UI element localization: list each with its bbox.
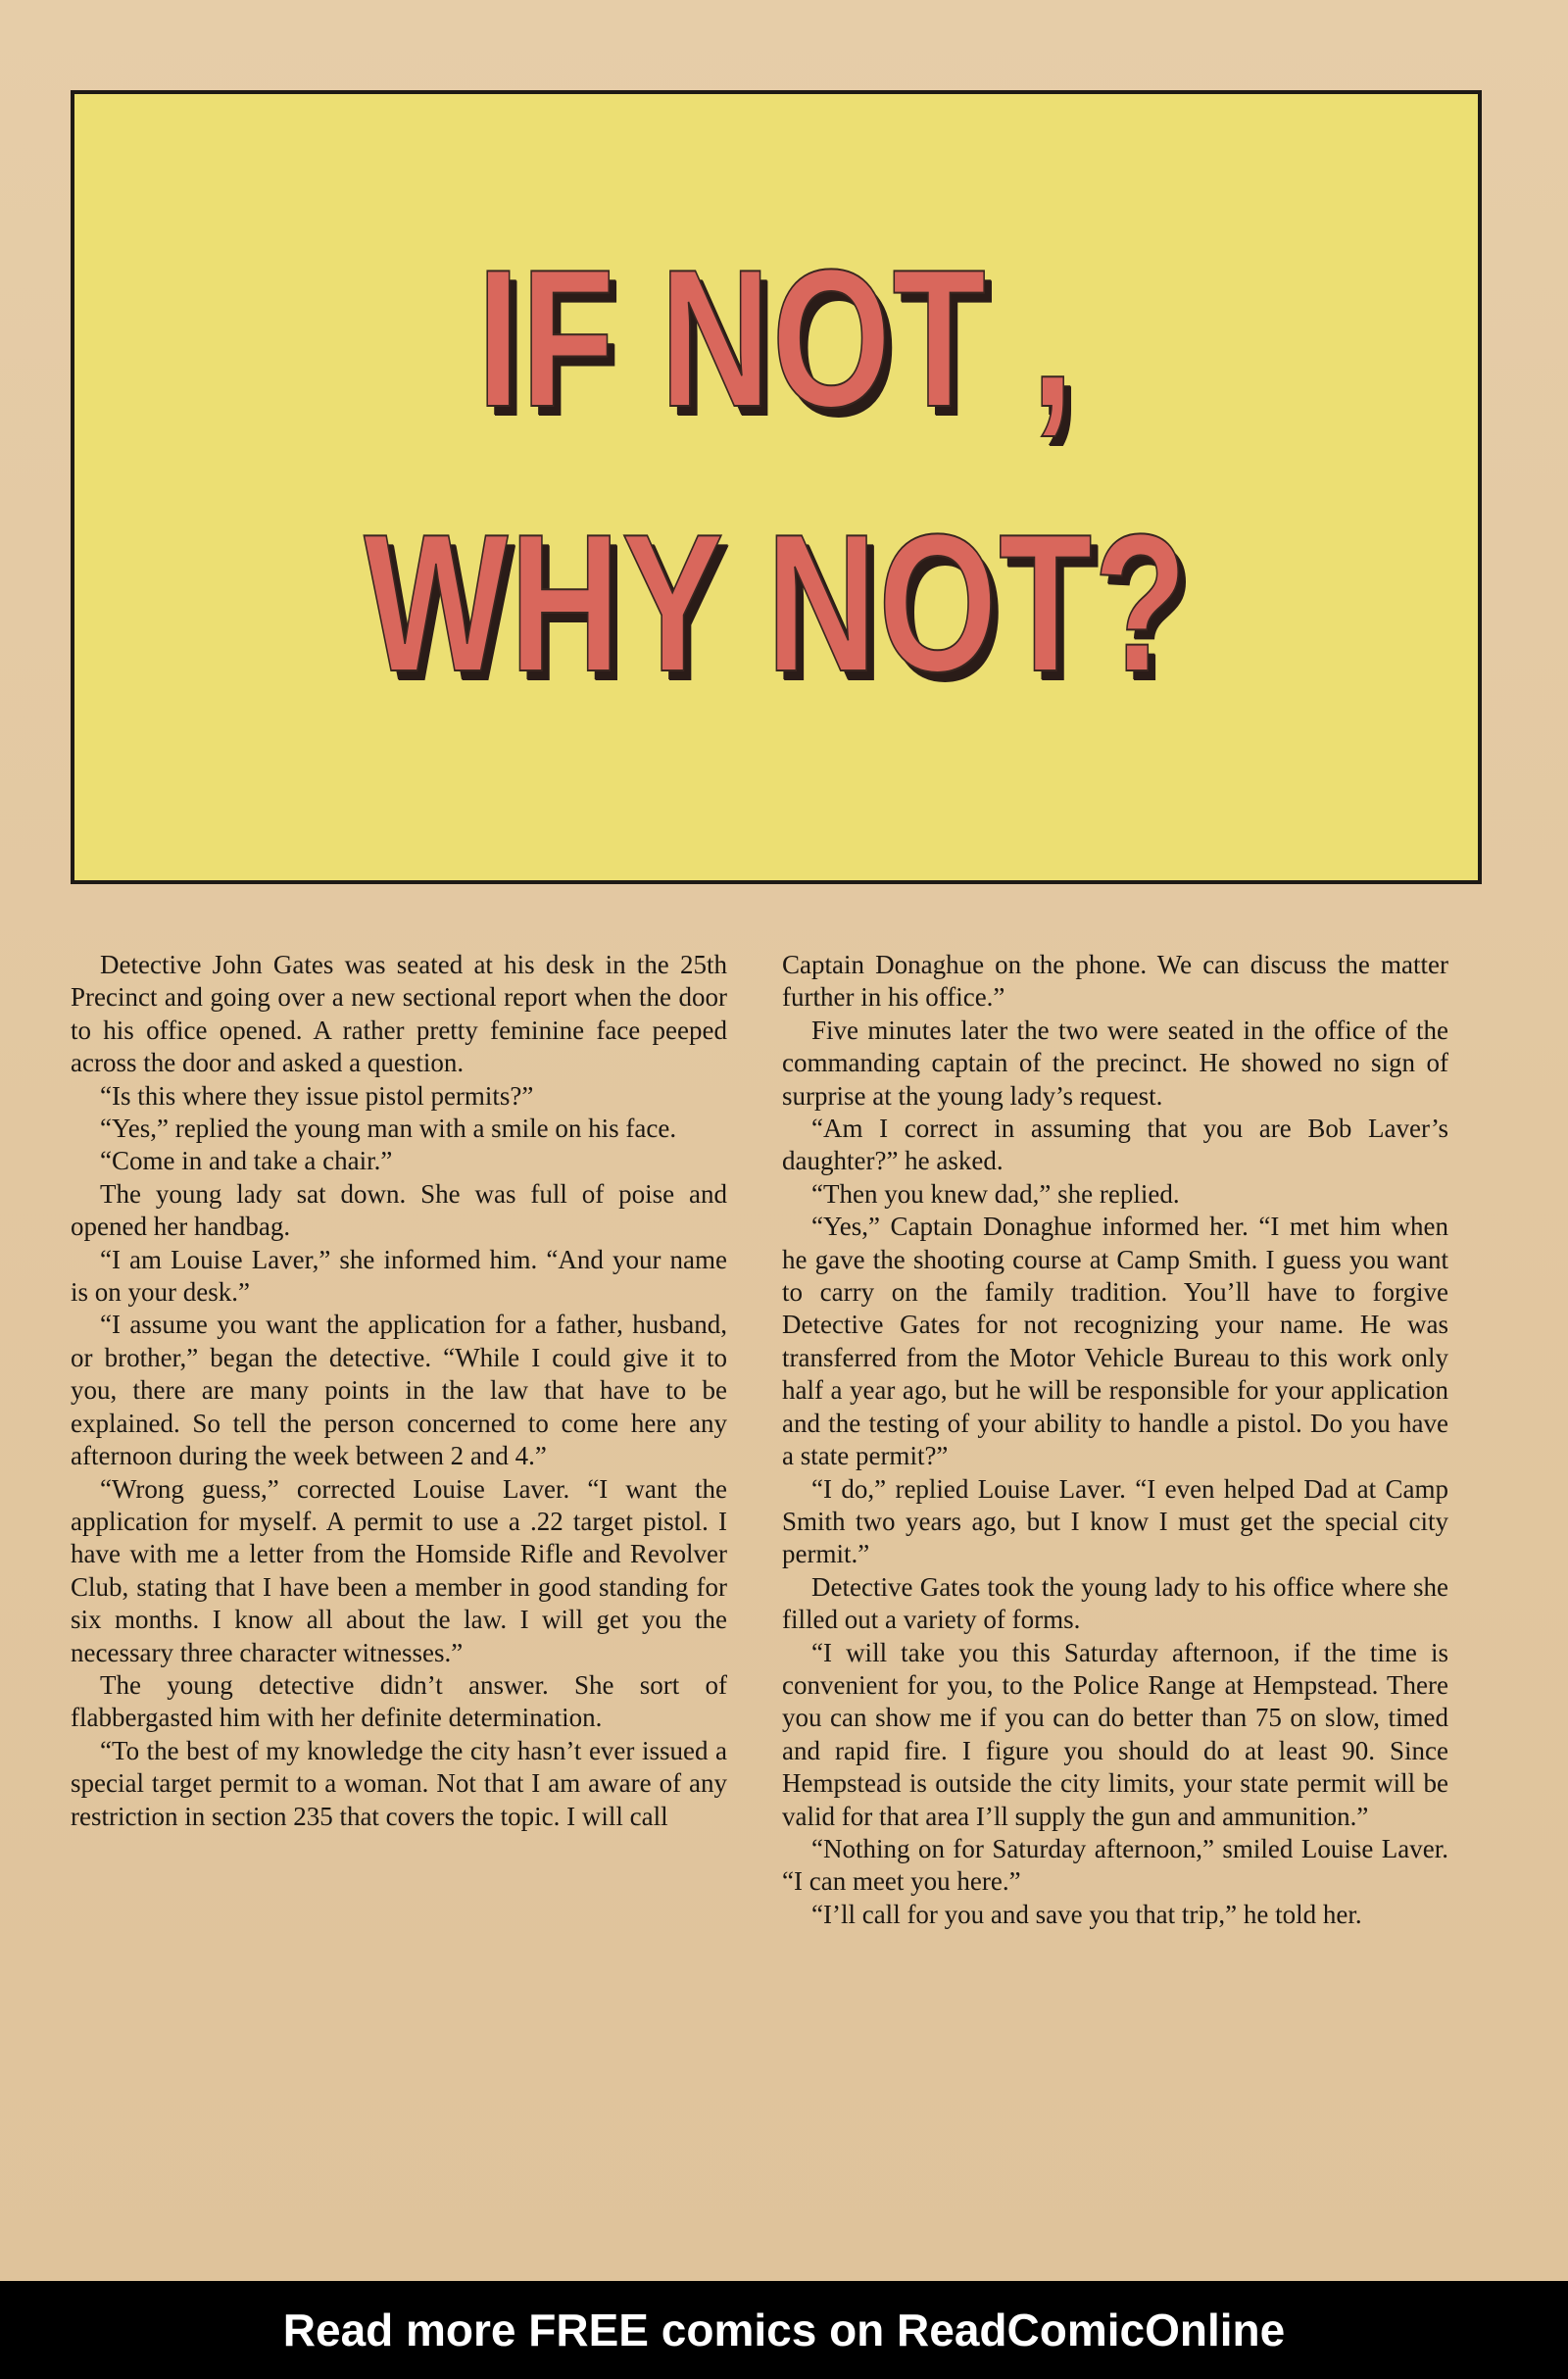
text-column-right xyxy=(782,949,1448,1931)
text-column-left xyxy=(71,949,727,1833)
paragraph: “Yes,” replied the young man with a smile on his face. xyxy=(100,1114,677,1144)
paragraph: The young lady sat down. She was full of poise and opened her handbag. xyxy=(71,1178,727,1242)
paragraph: “Come in and take a chair.” xyxy=(100,1146,393,1176)
footer-promo-text: Read more FREE comics on ReadComicOnline xyxy=(282,2305,1286,2355)
footer-promo-banner[interactable] xyxy=(0,2281,1568,2379)
paragraph: “Am I correct in assuming that you are Bob Laver’s daughter?” he asked. xyxy=(782,1114,1448,1176)
paragraph: “Is this where they issue pistol permits?” xyxy=(100,1080,534,1111)
paragraph: Detective Gates took the young lady to his office where she filled out a variety of forms. xyxy=(782,1571,1448,1635)
paragraph: “I will take you this Saturday afternoon, if the time is convenient for you, to the Police Range at Hempstead. There you can show me if you can do better than 75 on slow, timed and rapid fire. I figure you should do at least 90. Since Hempstead is outside the city limits, your state permit will be valid for that area I’ll supply the gun and ammunition.” xyxy=(782,1637,1448,1831)
paragraph: “I’ll call for you and save you that trip,” he told her. xyxy=(811,1899,1362,1929)
paragraph: “Yes,” Captain Donaghue informed her. “I met him when he gave the shooting course at Camp Smith. I guess you want to carry on the family tradition. You’ll have to forgive Detective Gates for not recognizing your name. He was transferred from the Motor Vehicle Bureau to this work only half a year ago, but he will be responsible for your application and the testing of your ability to handle a pistol. Do you have a state permit?” xyxy=(782,1212,1448,1471)
paragraph: “I am Louise Laver,” she informed him. “And your name is on your desk.” xyxy=(71,1244,727,1308)
paragraph: Five minutes later the two were seated in the office of the commanding captain of the precinct. He showed no sign of surprise at the young lady’s request. xyxy=(782,1015,1448,1111)
paragraph: “Wrong guess,” corrected Louise Laver. “I want the application for myself. A permit to use a .22 target pistol. I have with me a letter from the Homside Rifle and Revolver Club, stating that I have been a member in good standing for six months. I know all about the law. I will get you the necessary three character witnesses.” xyxy=(71,1473,727,1667)
paragraph: “To the best of my knowledge the city hasn’t ever issued a special target permit to a woman. Not that I am aware of any restriction in section 235 that covers the topic. I will call xyxy=(71,1735,727,1831)
story-title-line-1: IF NOT , xyxy=(476,229,1076,448)
paragraph-continuation: Captain Donaghue on the phone. We can discuss the matter further in his office.” xyxy=(782,950,1448,1013)
paragraph: Detective John Gates was seated at his desk in the 25th Precinct and going over a new sectional report when the door to his office opened. A rather pretty feminine face peeped across the door and asked a question. xyxy=(71,950,727,1078)
title-panel xyxy=(71,90,1482,884)
story-title-line-2: WHY NOT? xyxy=(364,494,1189,713)
paragraph: “I assume you want the application for a father, husband, or brother,” began the detective. “While I could give it to you, there are many points in the law that have to be explained. So tell the person concerned to come here any afternoon during the week between 2 and 4.” xyxy=(71,1310,727,1471)
paragraph: “Then you knew dad,” she replied. xyxy=(811,1178,1180,1209)
paragraph: “I do,” replied Louise Laver. “I even helped Dad at Camp Smith two years ago, but I know I must get the special city permit.” xyxy=(782,1473,1448,1569)
paragraph: The young detective didn’t answer. She sort of flabbergasted him with her definite determination. xyxy=(71,1669,727,1733)
paragraph: “Nothing on for Saturday afternoon,” smiled Louise Laver. “I can meet you here.” xyxy=(782,1833,1448,1897)
